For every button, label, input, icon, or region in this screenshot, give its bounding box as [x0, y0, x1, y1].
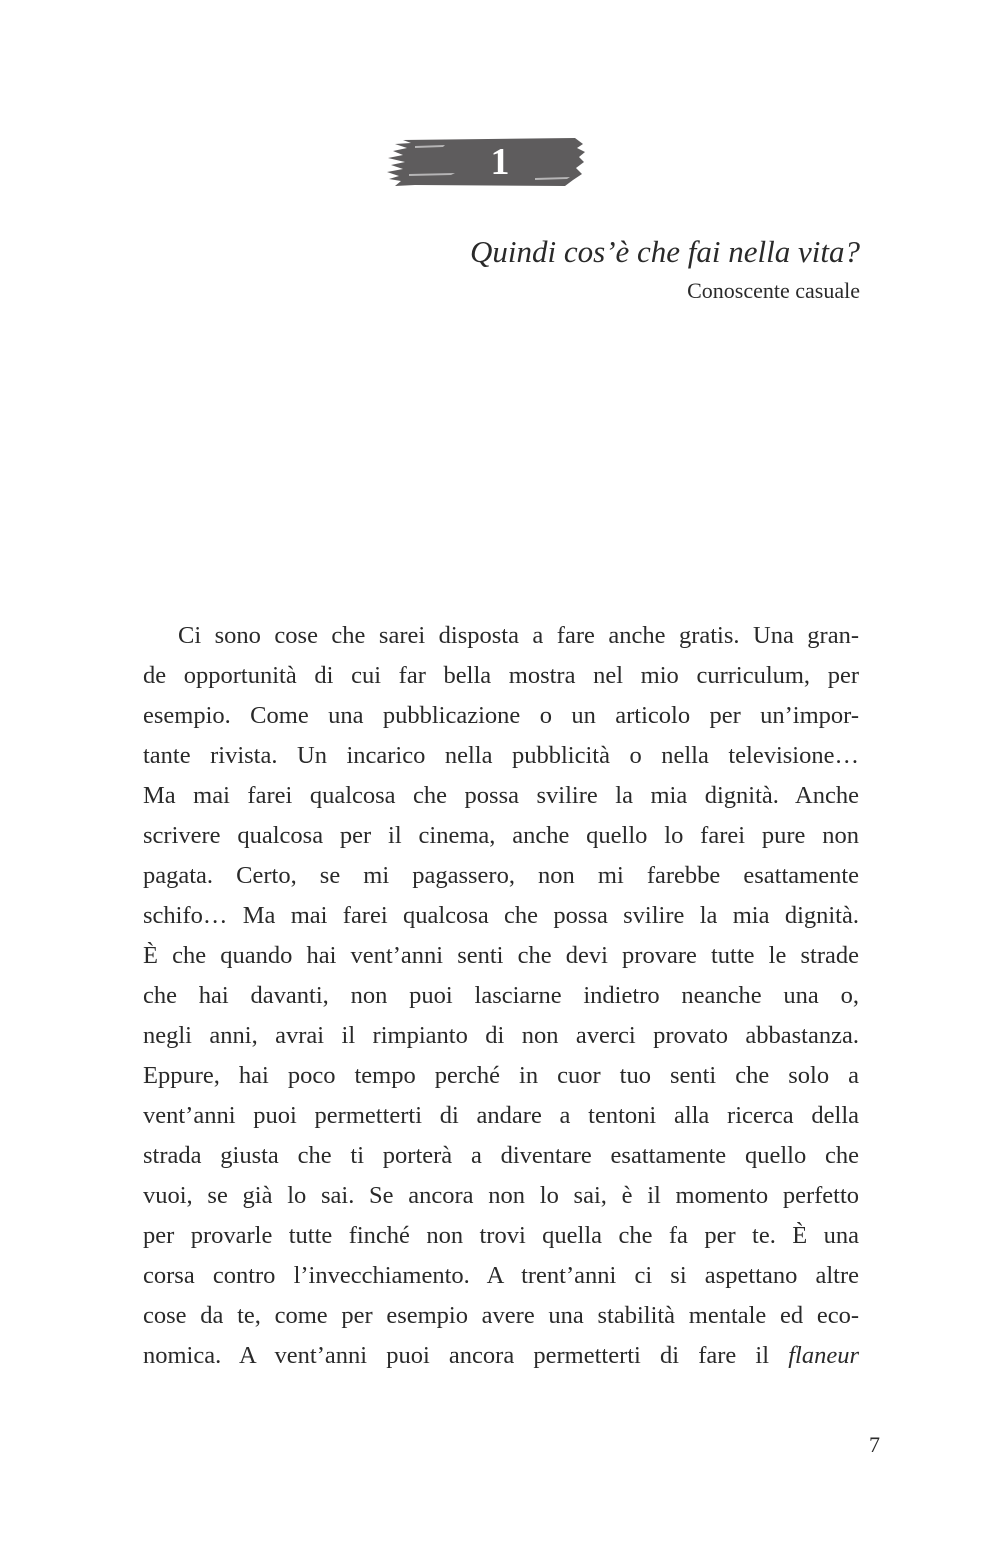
body-line: vuoi, se già lo sai. Se ancora non lo sai, è il momento perfetto — [143, 1182, 859, 1209]
body-line: pagata. Certo, se mi pagassero, non mi farebbe esattamente — [143, 862, 859, 889]
body-line: tante rivista. Un incarico nella pubblicità o nella televisione… — [143, 742, 859, 769]
chapter-marker — [385, 134, 587, 190]
epigraph — [470, 230, 860, 308]
body-line: che hai davanti, non puoi lasciarne indietro neanche una o, — [143, 982, 859, 1009]
body-line: per provarle tutte finché non trovi quella che fa per te. È una — [143, 1222, 859, 1249]
body-line: de opportunità di cui far bella mostra nel mio curriculum, per — [143, 662, 859, 689]
body-line: esempio. Come una pubblicazione o un articolo per un’impor- — [143, 702, 859, 729]
body-line: È che quando hai vent’anni senti che devi provare tutte le strade — [143, 942, 859, 969]
italic-word: flaneur — [788, 1342, 859, 1369]
body-line-last — [143, 1336, 859, 1376]
body-text — [143, 616, 859, 1376]
body-line: vent’anni puoi permetterti di andare a tentoni alla ricerca della — [143, 1102, 859, 1129]
body-line: Ma mai farei qualcosa che possa svilire la mia dignità. Anche — [143, 782, 859, 809]
body-line-text: nomica. A vent’anni puoi ancora permetterti di fare il — [143, 1342, 770, 1369]
body-line: schifo… Ma mai farei qualcosa che possa svilire la mia dignità. — [143, 902, 859, 929]
body-line: corsa contro l’invecchiamento. A trent’anni ci si aspettano altre — [143, 1262, 859, 1289]
body-line: Ci sono cose che sarei disposta a fare anche gratis. Una gran- — [178, 622, 859, 649]
body-line: scrivere qualcosa per il cinema, anche quello lo farei pure non — [143, 822, 859, 849]
page-number: 7 — [869, 1432, 880, 1457]
epigraph-quote: Quindi cos’è che fai nella vita? — [470, 234, 860, 269]
body-line: negli anni, avrai il rimpianto di non averci provato abbastanza. — [143, 1022, 859, 1049]
chapter-number: 1 — [490, 141, 510, 183]
body-line: Eppure, hai poco tempo perché in cuor tuo senti che solo a — [143, 1062, 859, 1089]
body-line: strada giusta che ti porterà a diventare esattamente quello che — [143, 1142, 859, 1169]
epigraph-source: Conoscente casuale — [687, 278, 860, 303]
body-line: cose da te, come per esempio avere una stabilità mentale ed eco- — [143, 1302, 859, 1329]
